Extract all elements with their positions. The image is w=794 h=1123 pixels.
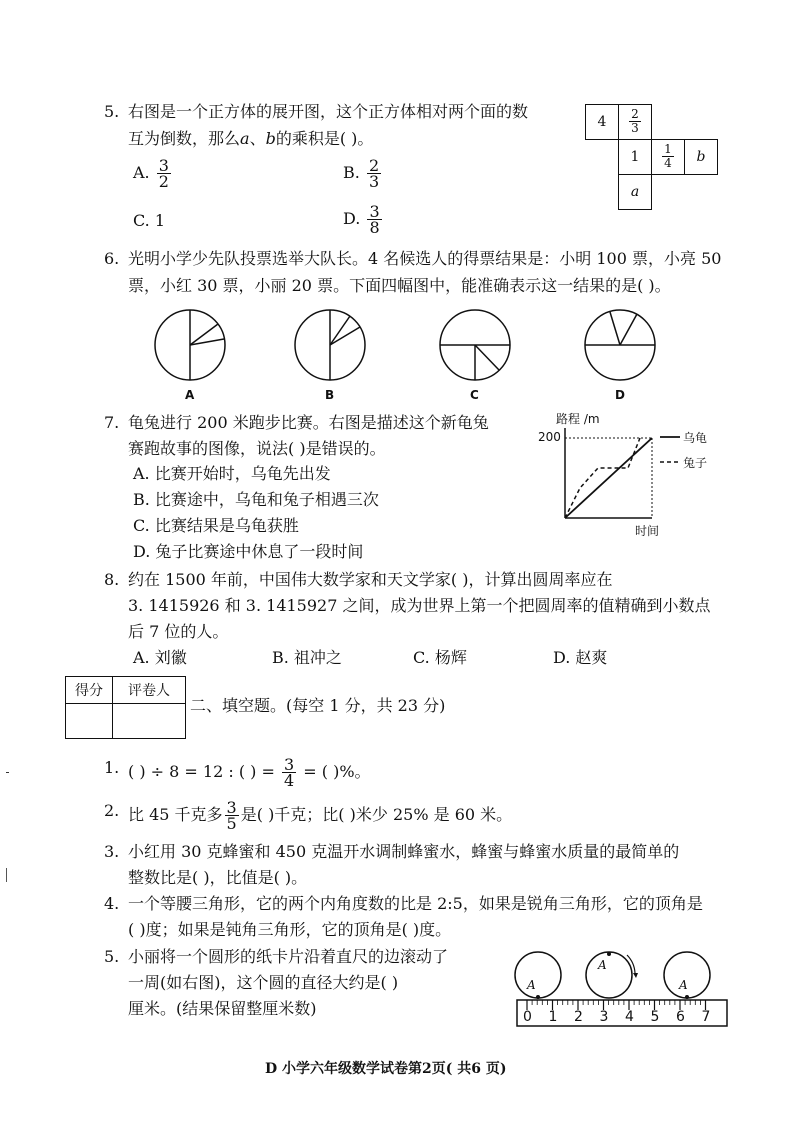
f1-text <box>128 757 371 788</box>
f2-fraction: $\frac{3}{5}$ <box>226 798 237 833</box>
pie-b[interactable] <box>295 310 365 380</box>
cube-net <box>585 104 719 208</box>
circle-label-a2: A <box>598 958 607 972</box>
score-box <box>65 676 186 739</box>
grader-label: 评卷人 <box>113 677 186 704</box>
ruler-label-4: 4 <box>625 1009 634 1025</box>
graph-x-label: 时间 <box>635 524 660 538</box>
q5-option-a-label: A. <box>133 163 150 182</box>
f4-text-line2: ( )度；如果是钝角三角形，它的顶角是( )度。 <box>128 920 452 939</box>
graph-y-200: 200 <box>538 430 561 444</box>
q7-option-c[interactable]: C. 比赛结果是乌龟获胜 <box>133 516 299 535</box>
margin-mark-2 <box>6 868 7 882</box>
f1-part1: ( ) ÷ 8 = 12 : ( ) = <box>128 762 275 781</box>
legend-tortoise: 乌龟 <box>683 431 708 445</box>
q5-text-line1: 右图是一个正方体的展开图，这个正方体相对两个面的数 <box>128 102 529 121</box>
pie-label-d: D <box>615 388 625 402</box>
q5-option-d-fraction: $\frac{3}{8}$ <box>369 202 380 237</box>
ruler-label-1: 1 <box>548 1009 558 1025</box>
q6-text-line1: 光明小学少先队投票选举大队长。4 名候选人的得票结果是：小明 100 票，小亮 50 <box>128 249 722 268</box>
q5-option-a[interactable] <box>133 158 173 189</box>
q7-option-a[interactable]: A. 比赛开始时，乌龟先出发 <box>133 464 331 483</box>
q5-text-line2b: 的乘积是( )。 <box>275 129 374 148</box>
q7-text-line1: 龟兔进行 200 米跑步比赛。右图是描述这个新龟兔 <box>128 413 489 432</box>
f1-number: 1. <box>104 758 120 777</box>
q5-option-d-label: D. <box>343 209 361 228</box>
q5-option-b-label: B. <box>343 163 360 182</box>
tortoise-line <box>565 438 652 518</box>
circle-label-a1: A <box>527 978 536 992</box>
ruler-label-0: 0 <box>523 1009 532 1025</box>
ruler-label-7: 7 <box>701 1009 711 1025</box>
f1-part2: = ( )%。 <box>303 762 371 781</box>
q5-option-a-fraction: $\frac{3}{2}$ <box>158 156 169 191</box>
f4-text-line1: 一个等腰三角形，它的两个内角度数的比是 2:5，如果是锐角三角形，它的顶角是 <box>128 894 703 913</box>
var-a: a <box>240 129 250 148</box>
f5-text-line1: 小丽将一个圆形的纸卡片沿着直尺的边滚动了 <box>128 947 449 966</box>
var-b: b <box>265 129 276 148</box>
f1-fraction: $\frac{3}{4}$ <box>283 755 295 790</box>
rolling-circle-figure <box>505 945 730 1030</box>
q7-text-line2: 赛跑故事的图像，说法( )是错误的。 <box>128 439 386 458</box>
net-cell-4: 4 <box>585 104 619 140</box>
q6-text-line2: 票，小红 30 票，小丽 20 票。下面四幅图中，能准确表示这一结果的是( )。 <box>128 276 671 295</box>
pie-label-a: A <box>185 388 195 402</box>
f2-part1: 比 45 千克多 <box>128 805 223 824</box>
net-cell-1-4: $\frac{1}{4}$ <box>651 139 685 175</box>
net-cell-2-3: $\frac{2}{3}$ <box>618 104 652 140</box>
q5-option-b[interactable] <box>343 158 383 189</box>
pie-label-c: C <box>470 388 479 402</box>
q8-option-b[interactable]: B. 祖冲之 <box>272 648 342 667</box>
pie-c[interactable] <box>440 310 510 380</box>
f3-text-line2: 整数比是( )，比值是( )。 <box>128 868 308 887</box>
f5-number: 5. <box>104 947 120 966</box>
q7-option-d[interactable]: D. 兔子比赛途中休息了一段时间 <box>133 542 364 561</box>
q7-number: 7. <box>104 413 120 432</box>
f2-text <box>128 800 512 831</box>
q5-number: 5. <box>104 102 120 121</box>
net-cell-b: b <box>684 139 718 175</box>
q5-text-line2 <box>128 128 373 150</box>
q8-option-d[interactable]: D. 赵爽 <box>553 648 608 667</box>
page-footer: D 小学六年级数学试卷第2页( 共6 页) <box>265 1061 507 1077</box>
f2-number: 2. <box>104 801 120 820</box>
q5-option-b-fraction: $\frac{2}{3}$ <box>368 156 380 191</box>
q6-pie-charts <box>140 300 680 410</box>
rabbit-line <box>565 438 640 518</box>
net-cell-1: 1 <box>618 139 652 175</box>
ruler-label-2: 2 <box>574 1009 583 1025</box>
q8-text-line2: 3. 1415926 和 3. 1415927 之间，成为世界上第一个把圆周率的值精确到小数点 <box>128 596 711 615</box>
score-cell[interactable] <box>66 704 113 739</box>
score-label: 得分 <box>66 677 113 704</box>
pie-label-b: B <box>325 388 335 402</box>
legend-rabbit: 兔子 <box>683 456 708 470</box>
margin-mark-1 <box>6 772 9 773</box>
section2-title: 二、填空题。(每空 1 分，共 23 分) <box>190 696 446 715</box>
q8-option-c[interactable]: C. 杨辉 <box>413 648 467 667</box>
pie-d[interactable] <box>585 310 655 380</box>
q5-option-c[interactable]: C. 1 <box>133 211 166 230</box>
race-graph <box>540 410 740 545</box>
grader-cell[interactable] <box>113 704 186 739</box>
q5-text-line2a: 互为倒数，那么 <box>128 129 241 148</box>
f3-text-line1: 小红用 30 克蜂蜜和 450 克温开水调制蜂蜜水，蜂蜜与蜂蜜水质量的最简单的 <box>128 842 680 861</box>
f3-number: 3. <box>104 842 120 861</box>
q5-option-d[interactable] <box>343 204 384 235</box>
q8-number: 8. <box>104 570 120 589</box>
ruler-label-5: 5 <box>650 1009 660 1025</box>
circle-label-a3: A <box>679 978 688 992</box>
q8-text-line3: 后 7 位的人。 <box>128 622 229 641</box>
ruler-label-6: 6 <box>676 1009 685 1025</box>
f4-number: 4. <box>104 894 120 913</box>
f5-text-line3: 厘米。(结果保留整厘米数) <box>128 999 317 1018</box>
q6-number: 6. <box>104 249 120 268</box>
f5-text-line2: 一周(如右图)，这个圆的直径大约是( ) <box>128 973 399 992</box>
ruler-label-3: 3 <box>599 1009 609 1025</box>
q8-text-line1: 约在 1500 年前，中国伟大数学家和天文学家( )，计算出圆周率应在 <box>128 570 613 589</box>
pie-a[interactable] <box>155 310 225 380</box>
q7-option-b[interactable]: B. 比赛途中，乌龟和兔子相遇三次 <box>133 490 379 509</box>
f2-part2: 是( )千克；比( )米少 25% 是 60 米。 <box>240 805 513 824</box>
q8-option-a[interactable]: A. 刘徽 <box>133 648 187 667</box>
net-cell-a: a <box>618 174 652 210</box>
graph-y-label: 路程 /m <box>556 412 600 426</box>
q5-sep: 、 <box>249 129 266 148</box>
